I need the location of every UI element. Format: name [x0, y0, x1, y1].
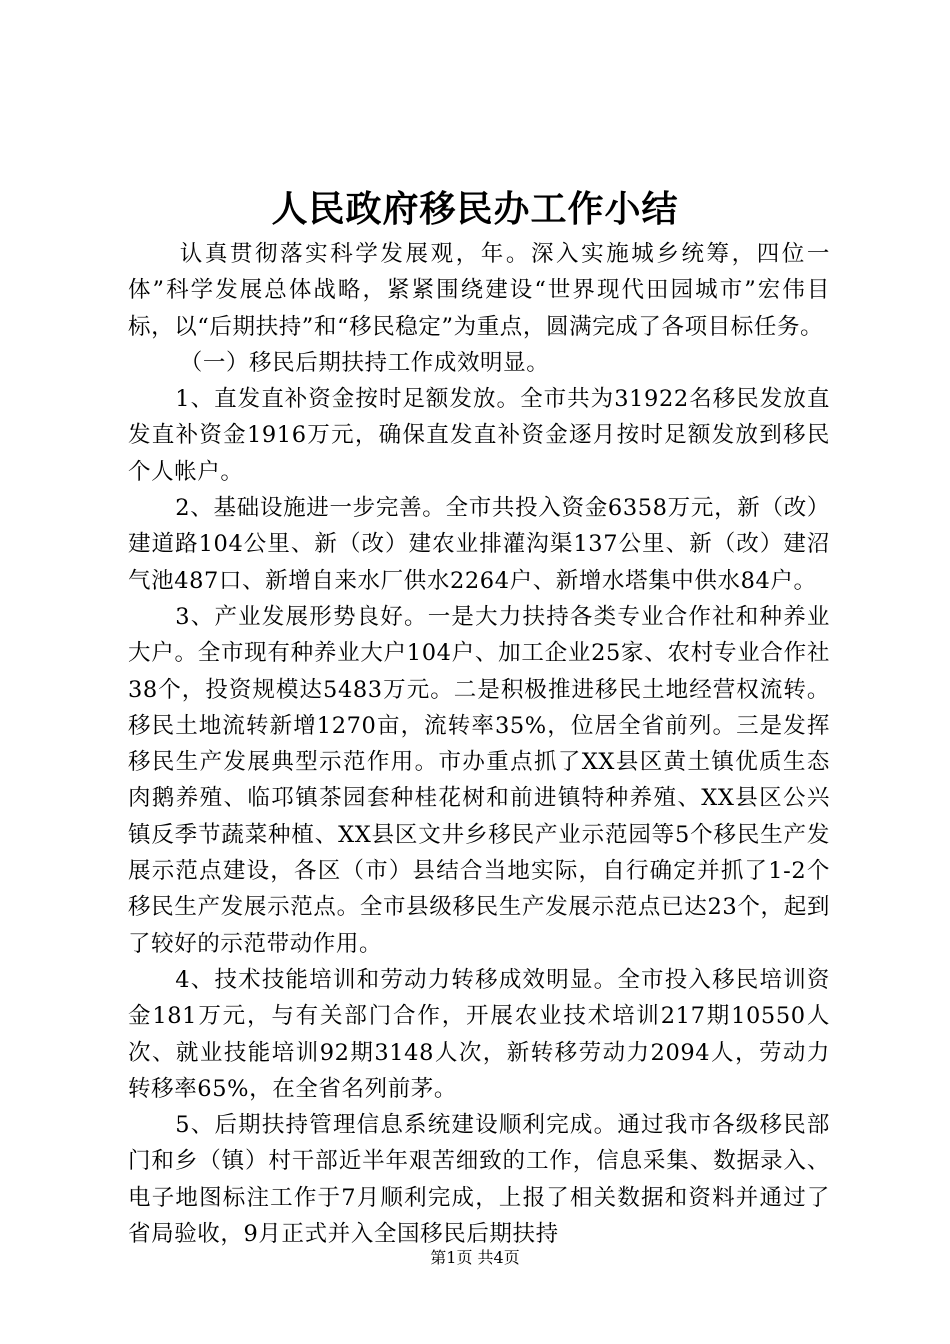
document-body [128, 236, 830, 1252]
paragraph-item-4: 4、技术技能培训和劳动力转移成效明显。全市投入移民培训资金181万元，与有关部门合作，开展农业技术培训217期10550人次、就业技能培训92期3148人次，新转移劳动力2094人，劳动力转移率65%，在全省名列前茅。 [128, 966, 830, 1102]
paragraph-item-3: 3、产业发展形势良好。一是大力扶持各类专业合作社和种养业大户。全市现有种养业大户104户、加工企业25家、农村专业合作社38个，投资规模达5483万元。二是积极推进移民土地经营权流转。移民土地流转新增1270亩，流转率35%，位居全省前列。三是发挥移民生产发展典型示范作用。市办重点抓了XX县区黄土镇优质生态肉鹅养殖、临邛镇茶园套种桂花树和前进镇特种养殖、XX县区公兴镇反季节蔬菜种植、XX县区文井乡移民产业示范园等5个移民生产发展示范点建设，各区（市）县结合当地实际，自行确定并抓了1-2个移民生产发展示范点。全市县级移民生产发展示范点已达23个，起到了较好的示范带动作用。 [128, 603, 830, 957]
paragraph-item-1: 1、直发直补资金按时足额发放。全市共为31922名移民发放直发直补资金1916万元，确保直发直补资金逐月按时足额发放到移民个人帐户。 [128, 386, 830, 485]
page-footer: 第1页 共4页 [430, 1248, 520, 1267]
paragraph-item-5: 5、后期扶持管理信息系统建设顺利完成。通过我市各级移民部门和乡（镇）村干部近半年艰苦细致的工作，信息采集、数据录入、电子地图标注工作于7月顺利完成，上报了相关数据和资料并通过了省局验收，9月正式并入全国移民后期扶持 [128, 1112, 830, 1248]
intro-paragraph: 认真贯彻落实科学发展观，年。深入实施城乡统筹，四位一体”科学发展总体战略，紧紧围绕建设“世界现代田园城市”宏伟目标，以“后期扶持”和“移民稳定”为重点，圆满完成了各项目标任务。 [128, 241, 830, 340]
document-title: 人民政府移民办工作小结 [271, 188, 679, 230]
paragraph-item-2: 2、基础设施进一步完善。全市共投入资金6358万元，新（改）建道路104公里、新（改）建农业排灌沟渠137公里、新（改）建沼气池487口、新增自来水厂供水2264户、新增水塔集中供水84户。 [128, 495, 830, 594]
section-heading: （一）移民后期扶持工作成效明显。 [179, 349, 550, 376]
